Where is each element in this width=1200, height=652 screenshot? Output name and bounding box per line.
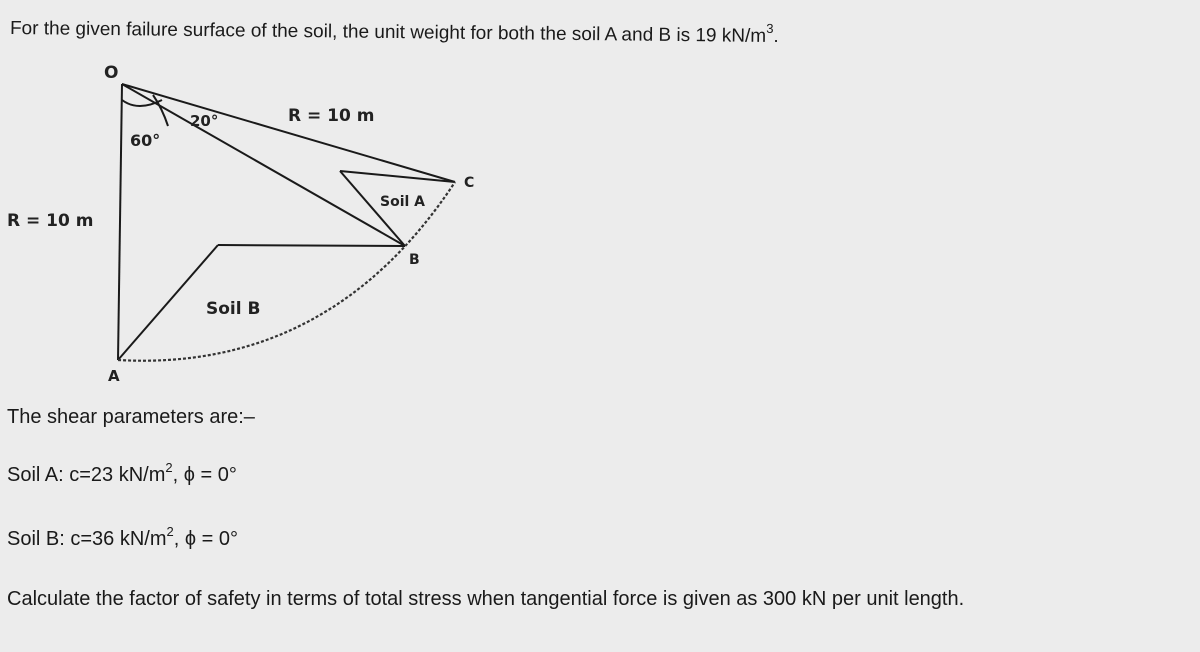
soil-b-top-line [218, 245, 405, 246]
point-o-label: O [104, 63, 119, 83]
soil-a-label: Soil A [380, 194, 426, 210]
soil-b-label: Soil B [206, 299, 261, 319]
soil-b-parameters [7, 524, 238, 551]
diagram-lines [118, 84, 455, 360]
intro-end: . [773, 25, 779, 48]
intro-text: For the given failure surface of the soil, the unit weight for both the soil A and B is 19 kN/m [9, 18, 767, 47]
radius-left-label: R = 10 m [7, 211, 94, 231]
soil-b-friction-angle: , ϕ = 0° [173, 528, 238, 550]
angle-20-label: 20° [190, 112, 219, 130]
soil-a-cohesion: Soil A: c=23 kN/m [7, 464, 166, 486]
radius-top-label: R = 10 m [288, 106, 375, 126]
point-c-label: C [464, 175, 475, 191]
question-text: Calculate the factor of safety in terms of total stress when tangential force is given as 300 kN per unit length. [7, 588, 965, 610]
soil-a-parameters [7, 460, 237, 487]
soil-a-superscript: 2 [165, 460, 173, 475]
shear-heading: The shear parameters are:– [7, 406, 255, 428]
soil-b-left-line [118, 245, 218, 360]
soil-b-cohesion: Soil B: c=36 kN/m [7, 528, 167, 550]
soil-a-friction-angle: , ϕ = 0° [172, 464, 237, 486]
soil-b-superscript: 2 [166, 524, 174, 539]
radius-line-oc [122, 84, 455, 182]
intro-superscript: 3 [766, 20, 774, 36]
angle-60-label: 60° [130, 131, 161, 150]
point-a-label: A [108, 367, 120, 385]
point-b-label: B [409, 252, 420, 268]
radius-line-oa [118, 84, 122, 360]
